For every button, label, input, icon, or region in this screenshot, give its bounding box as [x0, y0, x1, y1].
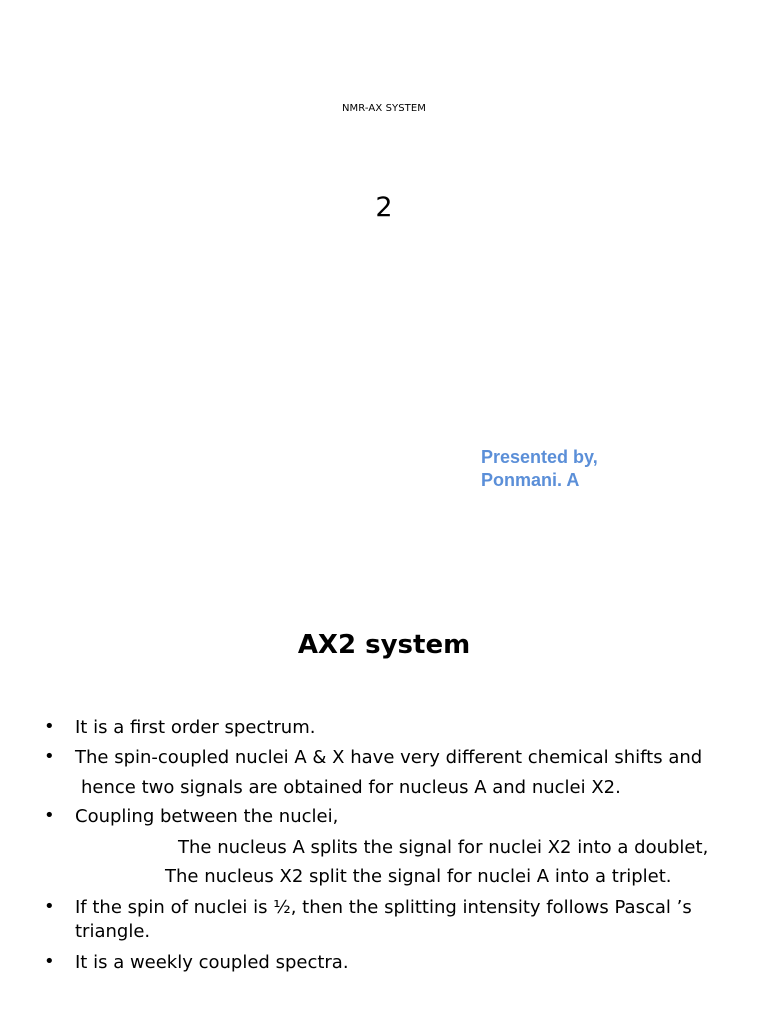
bullet-marker: •: [44, 896, 55, 917]
slide-title: NMR-AX SYSTEM: [341, 103, 427, 114]
presenter-name: Ponmani. A: [481, 470, 580, 490]
bullet-item-3: Coupling between the nuclei,: [75, 806, 339, 827]
bullet-item-3-sub-1: The nucleus A splits the signal for nuclei X2 into a doublet,: [178, 837, 709, 858]
bullet-marker: •: [44, 746, 55, 767]
presenter-block: [481, 446, 598, 492]
bullet-marker: •: [44, 951, 55, 972]
bullet-marker: •: [44, 805, 55, 826]
bullet-item-1: It is a first order spectrum.: [75, 717, 316, 738]
bullet-item-4-line-1: If the spin of nuclei is ½, then the splitting intensity follows Pascal ’s: [75, 897, 692, 918]
bullet-item-3-sub-2: The nucleus X2 split the signal for nuclei A into a triplet.: [165, 866, 672, 887]
bullet-item-2-line-1: The spin-coupled nuclei A & X have very different chemical shifts and: [75, 747, 703, 768]
title-subscript: 2: [375, 192, 393, 223]
bullet-item-4-line-2: triangle.: [75, 921, 151, 942]
section-heading: AX2 system: [297, 630, 471, 660]
presenter-label: Presented by,: [481, 447, 598, 467]
bullet-item-2-line-2: hence two signals are obtained for nucleus A and nuclei X2.: [81, 777, 621, 798]
bullet-item-5: It is a weekly coupled spectra.: [75, 952, 349, 973]
bullet-marker: •: [44, 716, 55, 737]
